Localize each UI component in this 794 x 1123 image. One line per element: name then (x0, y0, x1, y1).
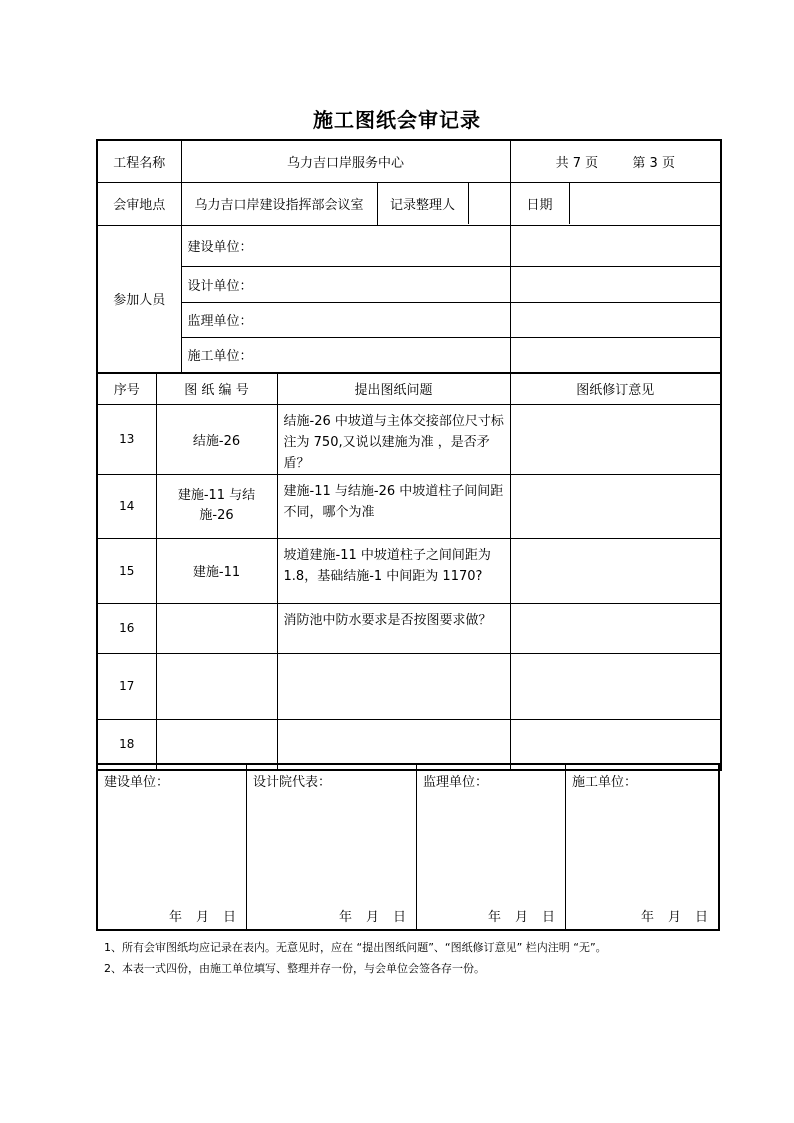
row-drawing: 建施-11 (156, 538, 277, 603)
participant-row (97, 225, 721, 266)
row-issue (277, 653, 510, 719)
signature-label: 设计院代表： (253, 775, 332, 790)
date-label: 日期 (511, 183, 570, 224)
participant-row (97, 266, 721, 302)
signature-date: 年 月 日 (640, 910, 708, 925)
signature-construction-unit (98, 765, 247, 929)
signature-contractor-unit (566, 765, 718, 929)
participant-row (97, 337, 721, 373)
table-row (97, 404, 721, 474)
signature-section (96, 763, 720, 931)
signature-date: 年 月 日 (487, 910, 555, 925)
table-row (97, 603, 721, 653)
row-seq: 17 (97, 653, 156, 719)
pages-current: 第 3 页 (632, 155, 675, 171)
participants-label: 参加人员 (97, 225, 181, 373)
review-record-table (96, 139, 722, 771)
signature-label: 施工单位： (572, 775, 638, 790)
row-revision (510, 538, 721, 603)
row-issue: 坡道建施-11 中坡道柱子之间间距为 1.8，基础结施-1 中间距为 1170? (277, 538, 510, 603)
header-seq: 序号 (97, 373, 156, 404)
row-seq: 16 (97, 603, 156, 653)
participant-unit-contractor: 施工单位： (181, 337, 510, 373)
row-revision (510, 474, 721, 538)
project-name-label: 工程名称 (97, 140, 181, 182)
project-name-value: 乌力吉口岸服务中心 (181, 140, 510, 182)
page-title: 施工图纸会审记录 (313, 108, 481, 132)
page-count (510, 140, 721, 182)
row-revision (510, 404, 721, 474)
signature-label: 监理单位： (423, 775, 489, 790)
row-revision (510, 653, 721, 719)
footnote-2: 2、本表一式四份，由施工单位填写、整理并存一份，与会单位会签各存一份。 (104, 962, 485, 975)
participant-unit-construction: 建设单位： (181, 225, 510, 266)
signature-supervision-unit (417, 765, 566, 929)
row-drawing: 结施-26 (156, 404, 277, 474)
project-row (97, 140, 721, 182)
table-row (97, 538, 721, 603)
signature-label: 建设单位： (104, 775, 170, 790)
row-revision (510, 603, 721, 653)
recorder-label: 记录整理人 (378, 183, 469, 224)
row-drawing: 建施-11 与结施-26 (156, 474, 277, 538)
row-issue: 结施-26 中坡道与主体交接部位尺寸标注为 750,又说以建施为准 ，是否矛盾？ (277, 404, 510, 474)
row-seq: 14 (97, 474, 156, 538)
footnote-1: 1、所有会审图纸均应记录在表内。无意见时，应在 “提出图纸问题”、“图纸修订意见” 栏内注明 “无”。 (104, 941, 607, 954)
venue-value: 乌力吉口岸建设指挥部会议室 (181, 182, 377, 225)
signature-design-institute (247, 765, 417, 929)
row-seq: 15 (97, 538, 156, 603)
header-drawing: 图 纸 编 号 (156, 373, 277, 404)
recorder-value (469, 183, 510, 224)
venue-label: 会审地点 (97, 182, 181, 225)
participant-unit-design: 设计单位： (181, 266, 510, 302)
pages-total: 共 7 页 (555, 155, 599, 171)
signature-date: 年 月 日 (168, 910, 236, 925)
row-seq: 18 (97, 719, 156, 770)
table-row (97, 653, 721, 719)
participant-unit-supervision: 监理单位： (181, 302, 510, 337)
signature-date: 年 月 日 (338, 910, 406, 925)
header-issue: 提出图纸问题 (277, 373, 510, 404)
row-issue: 建施-11 与结施-26 中坡道柱子间间距不同，哪个为准 (277, 474, 510, 538)
row-issue: 消防池中防水要求是否按图要求做？ (277, 603, 510, 653)
venue-row (97, 182, 721, 225)
footnotes (104, 937, 607, 979)
table-row (97, 474, 721, 538)
date-value (570, 183, 721, 224)
row-drawing (156, 603, 277, 653)
participant-row (97, 302, 721, 337)
header-revision: 图纸修订意见 (510, 373, 721, 404)
issues-header-row (97, 373, 721, 404)
row-seq: 13 (97, 404, 156, 474)
row-drawing (156, 653, 277, 719)
